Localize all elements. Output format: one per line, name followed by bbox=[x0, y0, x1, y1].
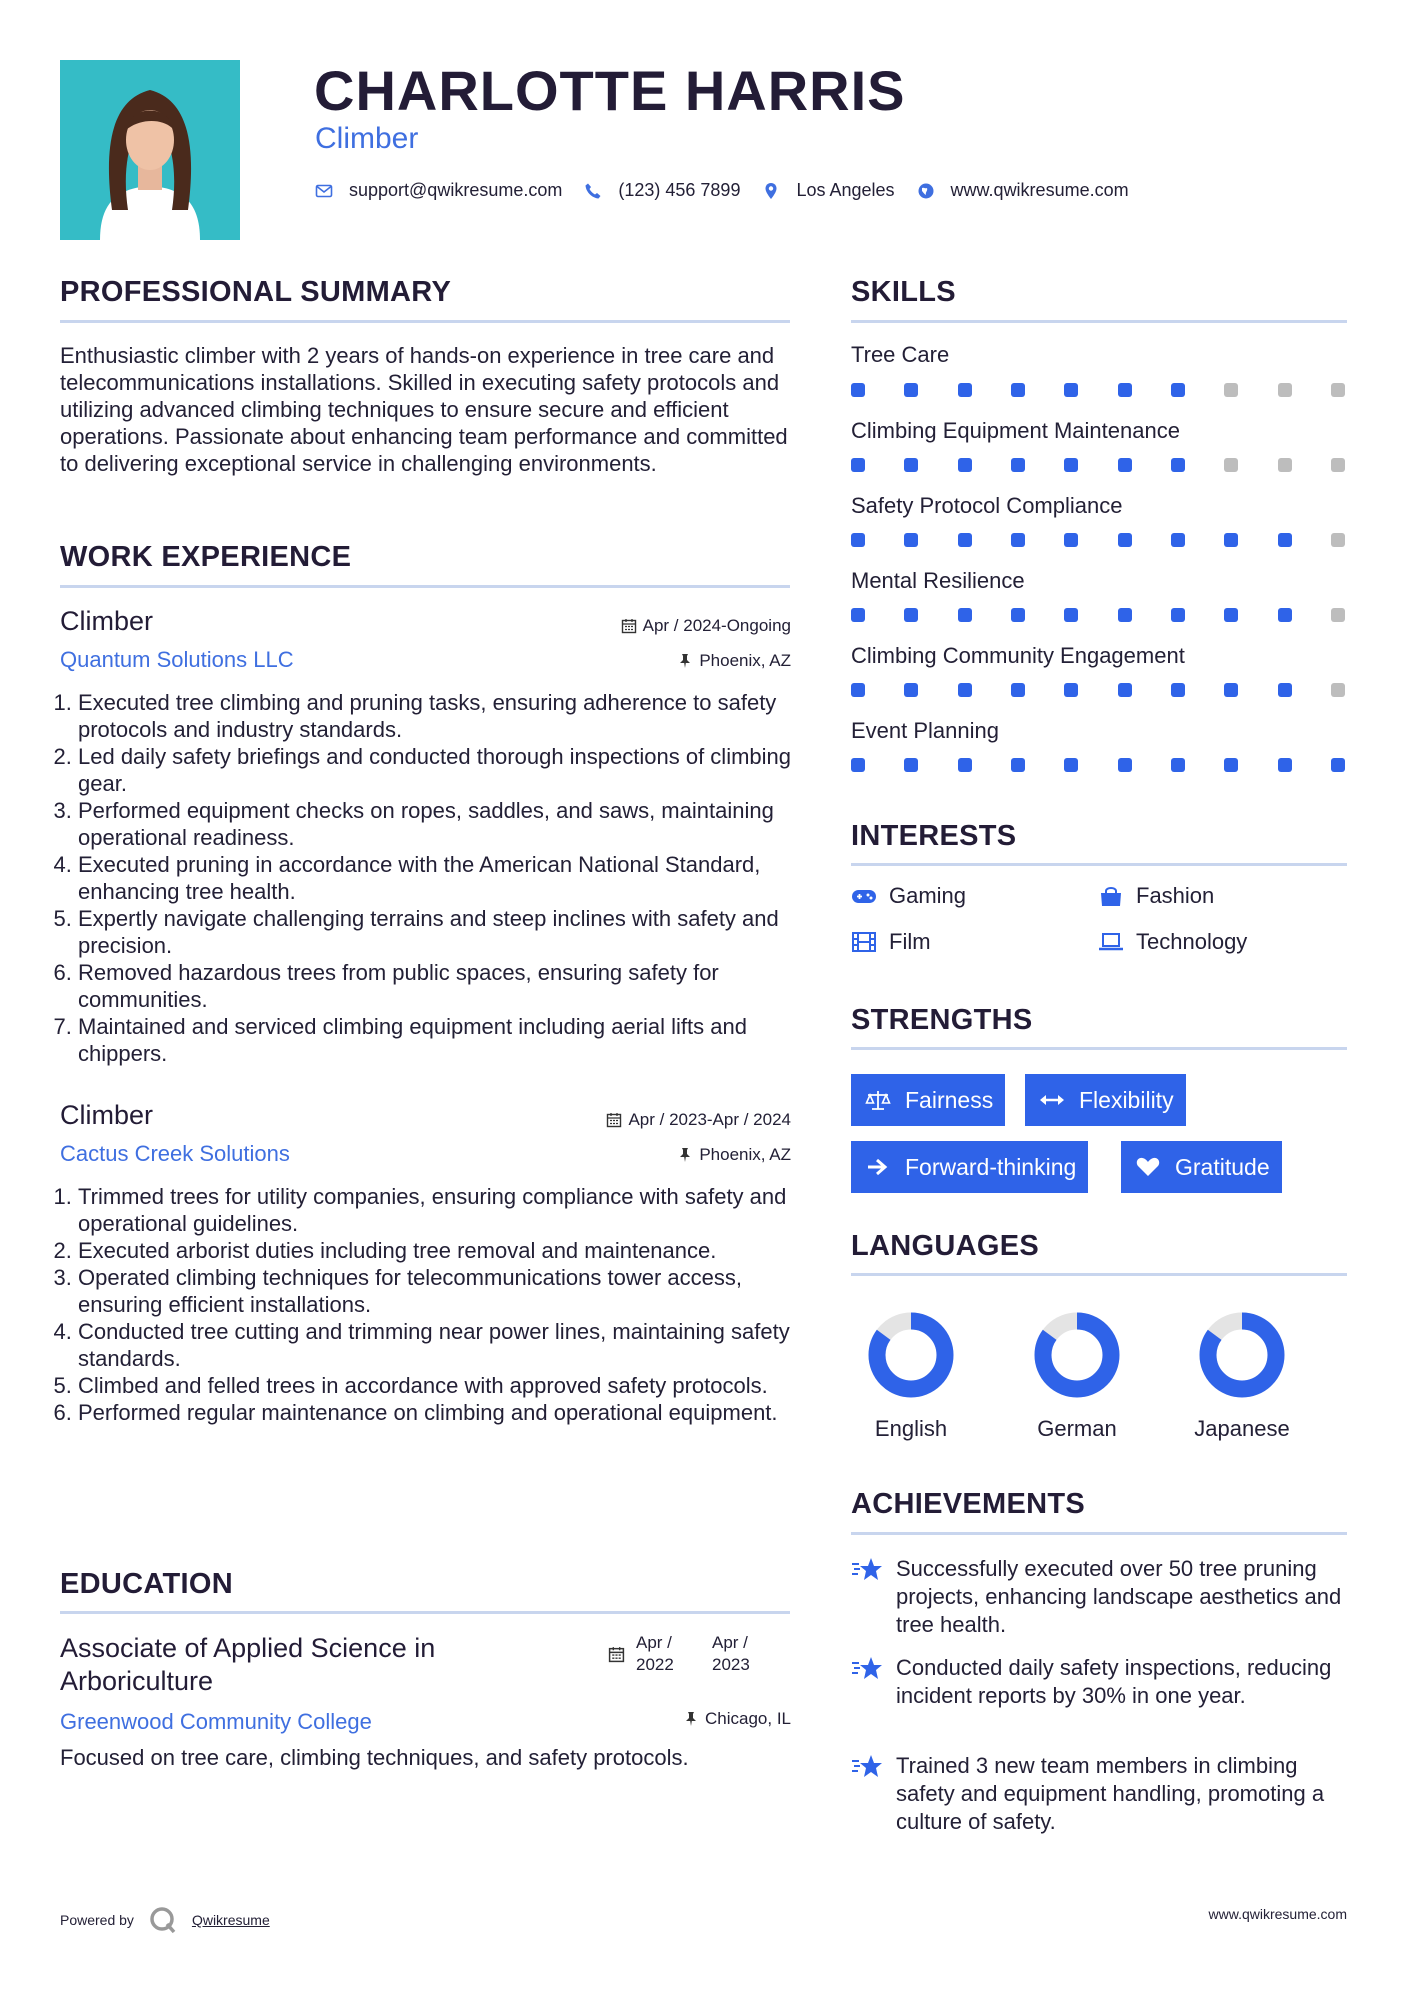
language-name: German bbox=[1037, 1416, 1117, 1441]
skill-dot-filled bbox=[958, 458, 972, 472]
achievements-divider bbox=[851, 1532, 1347, 1535]
skill-dot-filled bbox=[1064, 683, 1078, 697]
contact-website[interactable]: www.qwikresume.com bbox=[917, 180, 1129, 201]
qwikresume-logo-icon bbox=[148, 1905, 178, 1935]
company-name[interactable]: Cactus Creek Solutions bbox=[60, 1141, 290, 1166]
calendar-icon bbox=[621, 618, 637, 634]
list-item: 7. Maintained and serviced climbing equipment including aerial lifts and chippers. bbox=[78, 1013, 808, 1067]
skill-dot-filled bbox=[1171, 383, 1185, 397]
film-icon bbox=[851, 931, 877, 953]
map-pin-icon bbox=[762, 182, 780, 200]
skill-dot-filled bbox=[1224, 683, 1238, 697]
language-donut bbox=[1177, 1310, 1307, 1400]
skill-dot-empty bbox=[1224, 383, 1238, 397]
phone-icon bbox=[584, 182, 602, 200]
list-item: 6. Removed hazardous trees from public spaces, ensuring safety for communities. bbox=[78, 959, 808, 1013]
laptop-icon bbox=[1098, 931, 1124, 953]
skill-dot-filled bbox=[1331, 758, 1345, 772]
skill-dot-filled bbox=[904, 533, 918, 547]
skill-dot-filled bbox=[1011, 758, 1025, 772]
skill-dot-filled bbox=[958, 608, 972, 622]
job-bullets bbox=[60, 1183, 808, 1426]
profile-photo bbox=[60, 60, 240, 240]
skill-dot-filled bbox=[1278, 683, 1292, 697]
skill-name: Event Planning bbox=[851, 718, 999, 743]
envelope-icon bbox=[315, 182, 333, 200]
pushpin-icon bbox=[683, 1711, 699, 1727]
skill-dot-filled bbox=[1278, 758, 1292, 772]
language-donut bbox=[1012, 1310, 1142, 1400]
skills-divider bbox=[851, 320, 1347, 323]
skill-dot-filled bbox=[958, 758, 972, 772]
contact-phone[interactable]: (123) 456 7899 bbox=[584, 180, 740, 201]
list-item: 3. Performed equipment checks on ropes, saddles, and saws, maintaining operational readiness. bbox=[78, 797, 808, 851]
skill-dot-empty bbox=[1331, 683, 1345, 697]
interest-item: Gaming bbox=[851, 883, 966, 909]
school-name[interactable]: Greenwood Community College bbox=[60, 1709, 372, 1734]
edu-start-date: Apr / 2022 bbox=[636, 1633, 674, 1674]
heart-icon bbox=[1135, 1156, 1161, 1178]
summary-divider bbox=[60, 320, 790, 323]
list-item: 6. Performed regular maintenance on climbing and operational equipment. bbox=[78, 1399, 808, 1426]
skill-dot-filled bbox=[1011, 683, 1025, 697]
job-location: Phoenix, AZ bbox=[677, 651, 791, 671]
strength-tag: Gratitude bbox=[1121, 1141, 1282, 1193]
language-donut bbox=[846, 1310, 976, 1400]
degree-title: Associate of Applied Science in Arboriculture bbox=[60, 1633, 436, 1696]
skill-dot-filled bbox=[1064, 758, 1078, 772]
list-item: 1. Executed tree climbing and pruning tasks, ensuring adherence to safety protocols and industry standards. bbox=[78, 689, 808, 743]
list-item: 1. Trimmed trees for utility companies, ensuring compliance with safety and operational guidelines. bbox=[78, 1183, 808, 1237]
list-item: 2. Led daily safety briefings and conducted thorough inspections of climbing gear. bbox=[78, 743, 808, 797]
skill-rating bbox=[851, 683, 1345, 697]
interests-heading: INTERESTS bbox=[851, 820, 1017, 852]
skill-rating bbox=[851, 533, 1345, 547]
pushpin-icon bbox=[677, 1147, 693, 1163]
interests-divider bbox=[851, 863, 1347, 866]
calendar-icon bbox=[606, 1112, 622, 1128]
skill-dot-filled bbox=[1064, 458, 1078, 472]
avatar-illustration bbox=[60, 60, 240, 240]
skill-dot-filled bbox=[851, 683, 865, 697]
balance-scale-icon bbox=[865, 1089, 891, 1111]
language-name: Japanese bbox=[1194, 1416, 1290, 1441]
skill-dot-empty bbox=[1331, 533, 1345, 547]
skill-rating bbox=[851, 608, 1345, 622]
skill-dot-filled bbox=[1171, 533, 1185, 547]
gamepad-icon bbox=[851, 885, 877, 907]
skill-dot-filled bbox=[1064, 383, 1078, 397]
education-heading: EDUCATION bbox=[60, 1568, 233, 1600]
language-donut-chart bbox=[1177, 1310, 1307, 1400]
skill-dot-filled bbox=[1011, 458, 1025, 472]
edu-calendar bbox=[608, 1646, 630, 1668]
summary-text: Enthusiastic climber with 2 years of hands-on experience in tree care and telecommunications installations. Skilled in executing safety protocols and utilizing advanced climbing techniques to ensure secure and efficient operations. Passionate about enhancing team performance and committed to delivering exceptional service in challenging environments. bbox=[60, 343, 788, 476]
skill-name: Tree Care bbox=[851, 342, 950, 367]
contact-location: Los Angeles bbox=[762, 180, 894, 201]
skill-dot-filled bbox=[958, 533, 972, 547]
skill-dot-empty bbox=[1278, 383, 1292, 397]
strength-tag: Fairness bbox=[851, 1074, 1005, 1126]
skill-dot-empty bbox=[1331, 608, 1345, 622]
job-dates: Apr / 2024-Ongoing bbox=[621, 616, 791, 636]
languages-heading: LANGUAGES bbox=[851, 1230, 1039, 1262]
list-item: 4. Executed pruning in accordance with the American National Standard, enhancing tree health. bbox=[78, 851, 808, 905]
skill-dot-filled bbox=[1171, 758, 1185, 772]
skill-dot-filled bbox=[958, 383, 972, 397]
language-donut-chart bbox=[846, 1310, 976, 1400]
candidate-role: Climber bbox=[315, 122, 419, 155]
skill-name: Safety Protocol Compliance bbox=[851, 493, 1123, 518]
achievement-item: Conducted daily safety inspections, reducing incident reports by 30% in one year. bbox=[851, 1654, 1347, 1710]
skill-dot-filled bbox=[851, 533, 865, 547]
strengths-heading: STRENGTHS bbox=[851, 1004, 1033, 1036]
footer-powered-by: Powered by Qwikresume bbox=[60, 1905, 270, 1935]
skill-dot-filled bbox=[1224, 533, 1238, 547]
skill-rating bbox=[851, 758, 1345, 772]
footer-website[interactable]: www.qwikresume.com bbox=[1208, 1906, 1347, 1922]
skill-dot-filled bbox=[904, 758, 918, 772]
skill-dot-filled bbox=[1011, 608, 1025, 622]
skill-dot-filled bbox=[1118, 683, 1132, 697]
skill-dot-empty bbox=[1224, 458, 1238, 472]
footer-brand-link[interactable]: Qwikresume bbox=[191, 1912, 270, 1928]
skill-dot-filled bbox=[904, 683, 918, 697]
skill-dot-filled bbox=[851, 458, 865, 472]
strength-tag: Forward-thinking bbox=[851, 1141, 1088, 1193]
skill-dot-filled bbox=[851, 608, 865, 622]
contact-bar bbox=[315, 180, 1151, 201]
skill-dot-filled bbox=[904, 383, 918, 397]
interest-item: Technology bbox=[1098, 929, 1247, 955]
star-award-icon bbox=[851, 1752, 885, 1780]
education-divider bbox=[60, 1611, 790, 1614]
star-award-icon bbox=[851, 1555, 885, 1583]
skill-name: Mental Resilience bbox=[851, 568, 1025, 593]
skill-rating bbox=[851, 458, 1345, 472]
list-item: 5. Expertly navigate challenging terrains and steep inclines with safety and precision. bbox=[78, 905, 808, 959]
shopping-bag-icon bbox=[1098, 885, 1124, 907]
job-bullets bbox=[60, 689, 808, 1067]
skill-dot-filled bbox=[1011, 533, 1025, 547]
skill-rating bbox=[851, 383, 1345, 397]
interest-item: Film bbox=[851, 929, 931, 955]
arrows-horizontal-icon bbox=[1039, 1089, 1065, 1111]
skill-dot-filled bbox=[1224, 608, 1238, 622]
skill-dot-empty bbox=[1331, 383, 1345, 397]
list-item: 3. Operated climbing techniques for telecommunications tower access, ensuring efficient installations. bbox=[78, 1264, 808, 1318]
contact-email[interactable]: support@qwikresume.com bbox=[315, 180, 562, 201]
edu-description: Focused on tree care, climbing techniques, and safety protocols. bbox=[60, 1745, 689, 1770]
skill-name: Climbing Equipment Maintenance bbox=[851, 418, 1180, 443]
strengths-divider bbox=[851, 1047, 1347, 1050]
skill-dot-filled bbox=[904, 458, 918, 472]
skill-dot-filled bbox=[1171, 458, 1185, 472]
skill-dot-filled bbox=[904, 608, 918, 622]
strength-tag: Flexibility bbox=[1025, 1074, 1186, 1126]
achievement-item: Trained 3 new team members in climbing safety and equipment handling, promoting a culture of safety. bbox=[851, 1752, 1347, 1836]
skill-dot-filled bbox=[1171, 608, 1185, 622]
skill-dot-filled bbox=[851, 383, 865, 397]
skill-dot-filled bbox=[851, 758, 865, 772]
interest-item: Fashion bbox=[1098, 883, 1214, 909]
skill-dot-filled bbox=[1278, 533, 1292, 547]
skill-name: Climbing Community Engagement bbox=[851, 643, 1185, 668]
skill-dot-filled bbox=[1224, 758, 1238, 772]
job-title: Climber bbox=[60, 1100, 154, 1130]
list-item: 5. Climbed and felled trees in accordance with approved safety protocols. bbox=[78, 1372, 808, 1399]
skill-dot-filled bbox=[1118, 758, 1132, 772]
language-donut-chart bbox=[1012, 1310, 1142, 1400]
experience-heading: WORK EXPERIENCE bbox=[60, 541, 352, 573]
star-award-icon bbox=[851, 1654, 885, 1682]
skill-dot-filled bbox=[1278, 608, 1292, 622]
skill-dot-filled bbox=[1171, 683, 1185, 697]
job-location: Phoenix, AZ bbox=[677, 1145, 791, 1165]
job-title: Climber bbox=[60, 606, 154, 636]
edu-location: Chicago, IL bbox=[683, 1709, 791, 1729]
edu-end-date: Apr / 2023 bbox=[712, 1633, 750, 1674]
skill-dot-filled bbox=[1011, 383, 1025, 397]
summary-heading: PROFESSIONAL SUMMARY bbox=[60, 276, 452, 308]
skill-dot-empty bbox=[1278, 458, 1292, 472]
language-name: English bbox=[874, 1416, 948, 1441]
job-dates: Apr / 2023-Apr / 2024 bbox=[606, 1110, 791, 1130]
list-item: 4. Conducted tree cutting and trimming near power lines, maintaining safety standards. bbox=[78, 1318, 808, 1372]
skill-dot-empty bbox=[1331, 458, 1345, 472]
company-name[interactable]: Quantum Solutions LLC bbox=[60, 647, 294, 672]
achievements-heading: ACHIEVEMENTS bbox=[851, 1488, 1086, 1520]
skill-dot-filled bbox=[1118, 533, 1132, 547]
languages-divider bbox=[851, 1273, 1347, 1276]
skill-dot-filled bbox=[1118, 383, 1132, 397]
skills-heading: SKILLS bbox=[851, 276, 956, 308]
skill-dot-filled bbox=[1118, 458, 1132, 472]
candidate-name: CHARLOTTE HARRIS bbox=[314, 59, 906, 122]
pushpin-icon bbox=[677, 653, 693, 669]
skill-dot-filled bbox=[958, 683, 972, 697]
calendar-icon bbox=[608, 1646, 625, 1663]
experience-divider bbox=[60, 585, 790, 588]
skill-dot-filled bbox=[1064, 608, 1078, 622]
arrow-right-icon bbox=[865, 1156, 891, 1178]
skill-dot-filled bbox=[1064, 533, 1078, 547]
list-item: 2. Executed arborist duties including tree removal and maintenance. bbox=[78, 1237, 808, 1264]
achievement-item: Successfully executed over 50 tree pruning projects, enhancing landscape aesthetics and tree health. bbox=[851, 1555, 1347, 1639]
skill-dot-filled bbox=[1118, 608, 1132, 622]
globe-icon bbox=[917, 182, 935, 200]
